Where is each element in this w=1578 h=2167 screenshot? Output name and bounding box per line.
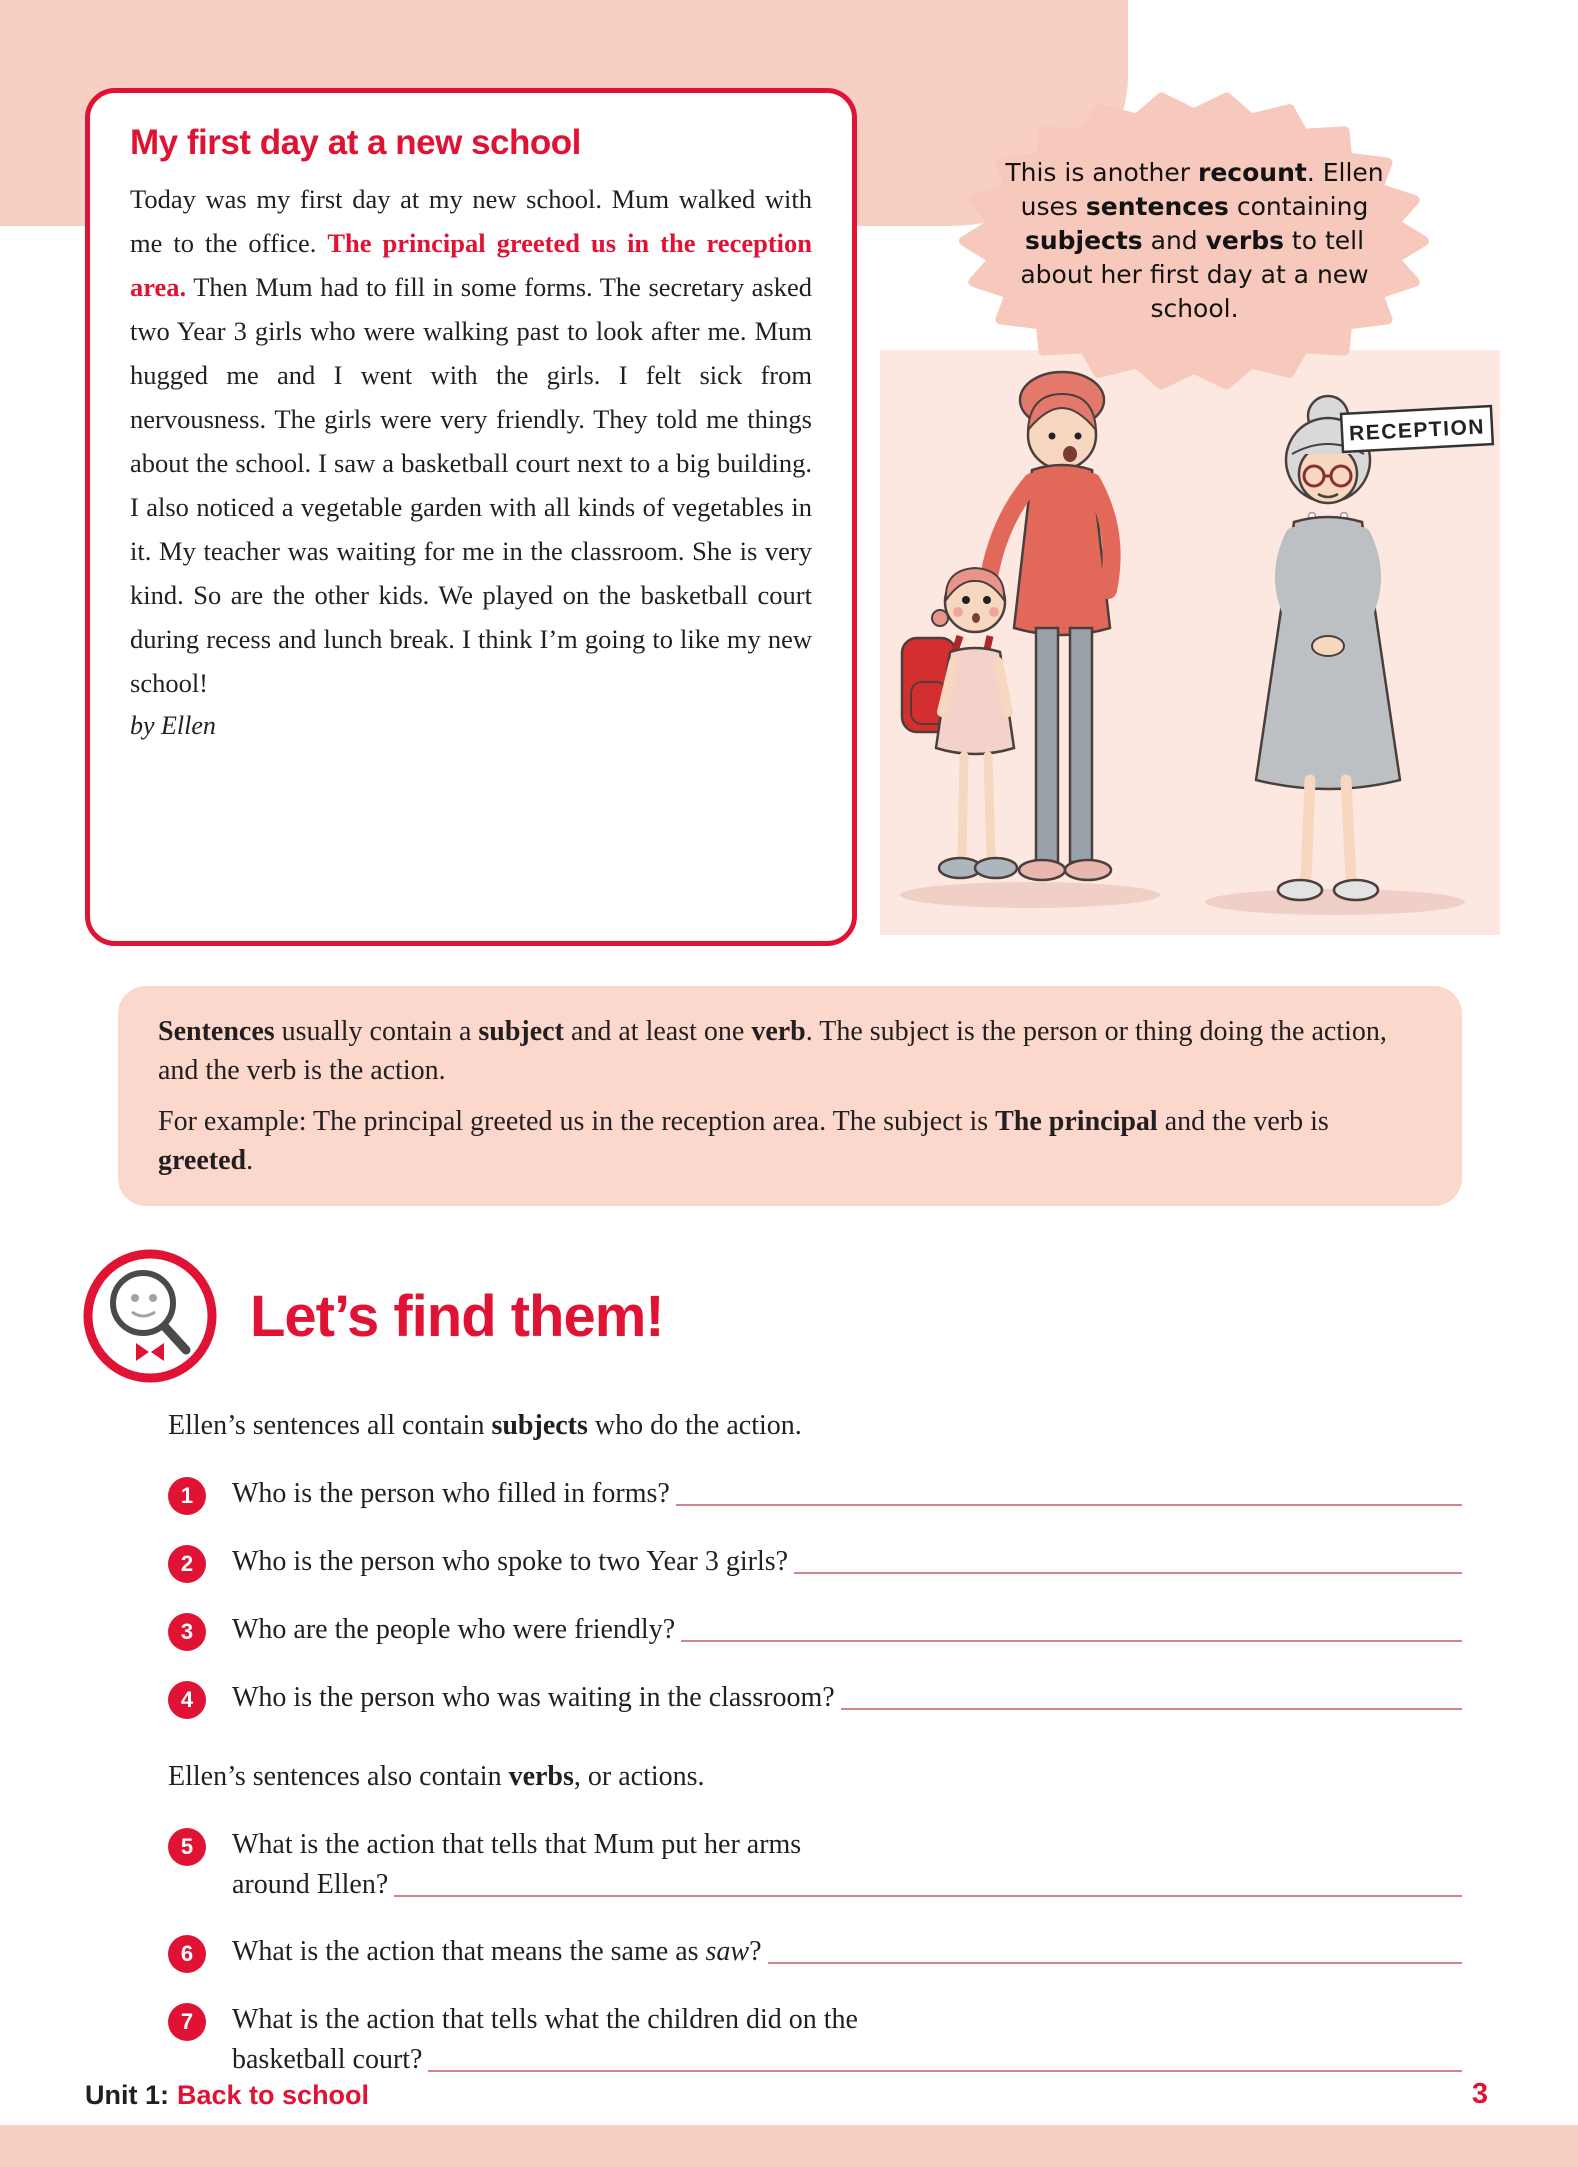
- question-number-badge: 5: [168, 1828, 206, 1866]
- story-text-2: Then Mum had to fill in some forms. The secretary asked two Year 3 girls who were walking past to look after me. Mum hugged me and I went with the girls. I felt sick from nervousness. The girls were very friendly. They told me things about the school. I saw a basketball court next to a big building. I also noticed a vegetable garden with all kinds of vegetables in it. My teacher was waiting for me in the classroom. She is very kind. So are the other kids. We played on the basketball court during recess and lunch break. I think I’m going to like my new school!: [130, 272, 812, 698]
- question-text: Who is the person who spoke to two Year 3 girls?: [232, 1546, 789, 1577]
- bubble-text: This is another recount. Ellen uses sentences containing subjects and verbs to tell about her first day at a new school.: [1005, 158, 1384, 323]
- answer-line-q2[interactable]: [794, 1542, 1462, 1574]
- answer-line-q3[interactable]: [681, 1610, 1462, 1642]
- question-text-line1: What is the action that tells that Mum put her arms: [232, 1829, 802, 1860]
- grammar-note-box: [118, 986, 1462, 1206]
- story-byline: by Ellen: [130, 711, 216, 740]
- story-paragraph: [130, 177, 812, 705]
- reception-sign: [1341, 406, 1493, 452]
- question-row-5: [168, 1825, 1462, 1905]
- footer-bar: [0, 2125, 1578, 2167]
- question-text-line1: What is the action that tells what the children did on the: [232, 2004, 858, 2035]
- question-text-line2: around Ellen?: [232, 1869, 389, 1900]
- mum-character: [979, 372, 1112, 880]
- footer-unit-label: Unit 1:: [85, 2080, 169, 2110]
- question-text: Who is the person who filled in forms?: [232, 1478, 670, 1509]
- grammar-note-p2: For example: The principal greeted us in the reception area. The subject is The principal and the verb is greeted.: [158, 1106, 1329, 1176]
- question-row-6: [168, 1932, 1462, 1973]
- activity-heading: [80, 1246, 664, 1386]
- activity-title: Let’s find them!: [250, 1283, 664, 1349]
- question-row-2: [168, 1542, 1462, 1583]
- question-text-line2: basketball court?: [232, 2044, 423, 2075]
- question-text: What is the action that means the same as saw?: [232, 1936, 762, 1967]
- answer-line-q6[interactable]: [768, 1932, 1462, 1964]
- answer-line-q5[interactable]: [394, 1865, 1462, 1897]
- reception-illustration: [880, 350, 1500, 935]
- question-number-badge: 2: [168, 1545, 206, 1583]
- answer-line-q1[interactable]: [676, 1474, 1462, 1506]
- question-row-1: [168, 1474, 1462, 1515]
- magnifying-glass-icon: [80, 1246, 220, 1386]
- floor-shadow: [900, 882, 1160, 908]
- story-title: My first day at a new school: [130, 123, 581, 162]
- question-number-badge: 7: [168, 2003, 206, 2041]
- grammar-note-p1: Sentences usually contain a subject and at least one verb. The subject is the person or thing doing the action, and the verb is the action.: [158, 1016, 1387, 1086]
- question-row-4: [168, 1678, 1462, 1719]
- speech-bubble: [942, 78, 1447, 404]
- question-number-badge: 1: [168, 1477, 206, 1515]
- reception-sign-text: RECEPTION: [1348, 415, 1486, 446]
- receptionist-character: [1256, 396, 1400, 900]
- question-text: Who is the person who was waiting in the classroom?: [232, 1682, 835, 1713]
- subjects-intro: Ellen’s sentences all contain subjects who do the action.: [168, 1410, 802, 1441]
- question-row-7: [168, 2000, 1462, 2080]
- answer-line-q4[interactable]: [841, 1678, 1462, 1710]
- question-number-badge: 6: [168, 1935, 206, 1973]
- questions-section: [120, 1406, 1462, 2107]
- story-text-1: Today was my first day at my new school. Mum walked with me to the office.: [130, 184, 812, 258]
- footer-unit-title: Back to school: [177, 2080, 370, 2110]
- verbs-intro: Ellen’s sentences also contain verbs, or actions.: [168, 1761, 705, 1792]
- page-number: 3: [1471, 2078, 1488, 2110]
- girl-character: [902, 568, 1017, 878]
- question-number-badge: 4: [168, 1681, 206, 1719]
- story-box: [85, 88, 857, 946]
- story-highlight: The principal greeted us in the reception area.: [130, 228, 813, 302]
- answer-line-q7[interactable]: [428, 2040, 1462, 2072]
- question-row-3: [168, 1610, 1462, 1651]
- question-text: Who are the people who were friendly?: [232, 1614, 676, 1645]
- question-number-badge: 3: [168, 1613, 206, 1651]
